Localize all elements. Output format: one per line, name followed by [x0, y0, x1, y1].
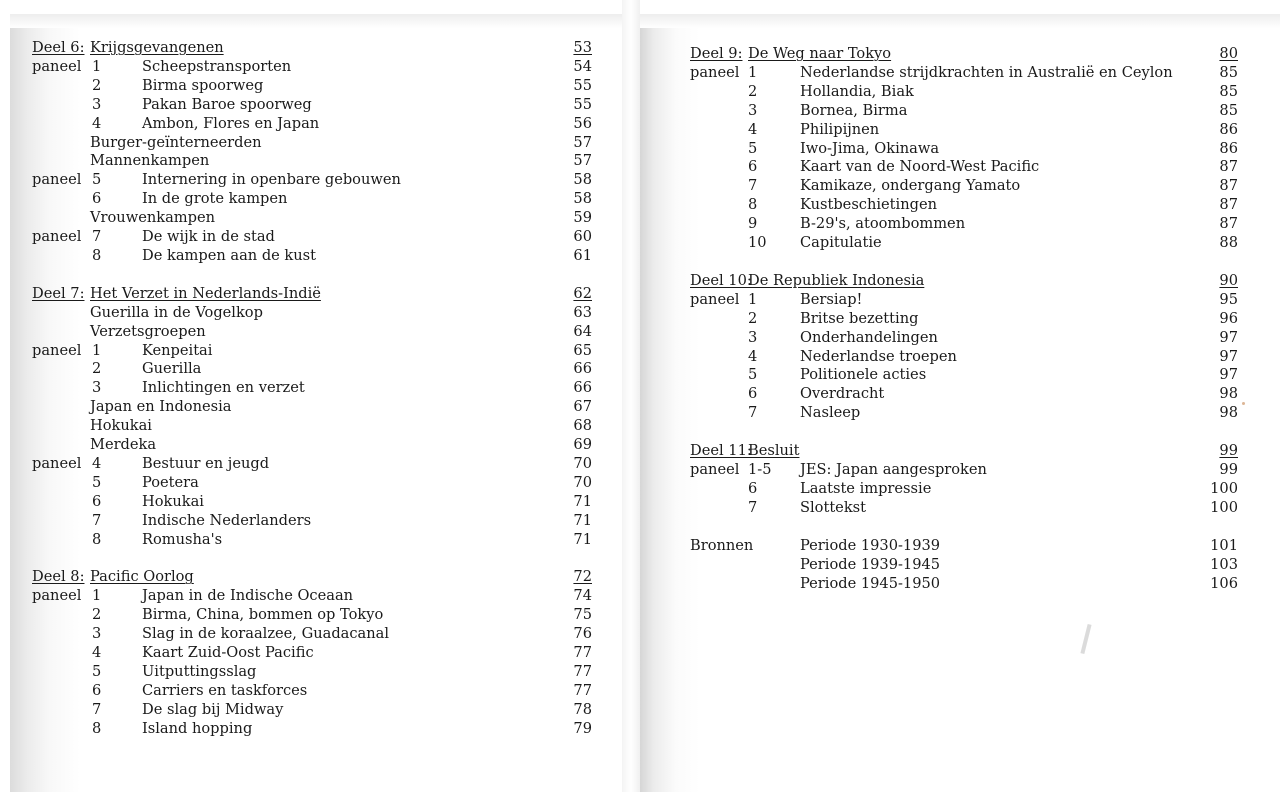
entry-title: Indische Nederlanders: [142, 511, 312, 529]
entry-title: Kustbeschietingen: [800, 196, 937, 214]
entry-number: 3: [748, 328, 758, 346]
entry-page-number: 61: [573, 246, 592, 264]
entry-title: Philipijnen: [800, 120, 880, 138]
section-heading[interactable]: [690, 44, 1240, 63]
entry-page-number: 74: [573, 587, 592, 605]
entry-number: 5: [92, 473, 102, 491]
entry-title: Bornea, Birma: [800, 101, 908, 119]
entry-number: 7: [92, 700, 102, 718]
entry-page-number: 96: [1219, 309, 1238, 327]
toc-entry[interactable]: [690, 384, 1240, 403]
entry-title: Politionele acties: [800, 366, 927, 384]
entry-title: Poetera: [142, 473, 199, 491]
toc-entry[interactable]: [32, 378, 592, 397]
entry-page-number: 95: [1219, 290, 1238, 308]
entry-number: 3: [92, 379, 102, 397]
entry-title: Japan in de Indische Oceaan: [142, 587, 354, 605]
section-heading[interactable]: [690, 271, 1240, 290]
entry-number: 2: [92, 606, 102, 624]
entry-title: Carriers en taskforces: [142, 681, 308, 699]
right-page: [640, 14, 1280, 792]
toc-entry[interactable]: [32, 530, 592, 549]
scan-speck: [1080, 624, 1091, 654]
entry-page-number: 78: [573, 700, 592, 718]
toc-entry[interactable]: [32, 95, 592, 114]
entry-title: Hollandia, Biak: [800, 82, 914, 100]
entry-page-number: 71: [573, 530, 592, 548]
entry-title: Pakan Baroe spoorweg: [142, 95, 312, 113]
book-gutter: [622, 0, 640, 792]
entry-page-number: 71: [573, 511, 592, 529]
entry-prefix: paneel: [32, 228, 82, 245]
entry-page-number: 98: [1219, 404, 1238, 422]
section-label: Deel 9:: [690, 45, 743, 62]
entry-title: Inlichtingen en verzet: [142, 379, 305, 397]
scan-top-edge: [10, 14, 622, 28]
entry-title: Nederlandse troepen: [800, 347, 957, 365]
entry-prefix: paneel: [690, 63, 740, 81]
entry-number: 10: [748, 234, 767, 251]
toc-entry[interactable]: [32, 170, 592, 189]
scan-top-edge: [640, 14, 1280, 28]
toc-entry[interactable]: [690, 157, 1240, 176]
toc-entry[interactable]: [690, 347, 1240, 366]
entry-page-number: 54: [573, 57, 592, 75]
entry-title: Kaart van de Noord-West Pacific: [800, 158, 1040, 176]
entry-title: Nederlandse strijdkrachten in Australië en Ceylon: [800, 63, 1173, 81]
toc-entry[interactable]: [32, 114, 592, 133]
entry-title: Kaart Zuid-Oost Pacific: [142, 644, 314, 661]
entry-number: 5: [748, 366, 758, 384]
section-title: Het Verzet in Nederlands-Indië: [90, 284, 321, 302]
entry-prefix: paneel: [32, 587, 82, 605]
entry-page-number: 98: [1219, 385, 1238, 403]
entry-page-number: 87: [1219, 177, 1238, 195]
toc-entry[interactable]: [32, 492, 592, 511]
entry-number: 4: [748, 347, 758, 365]
entry-title: Bestuur en jeugd: [142, 454, 270, 472]
toc-entry[interactable]: [32, 662, 592, 681]
toc-entry[interactable]: [32, 454, 592, 473]
entry-title: De slag bij Midway: [142, 700, 284, 718]
section-page-number: 53: [573, 39, 592, 56]
toc-entry[interactable]: [32, 643, 592, 662]
entry-page-number: 86: [1219, 120, 1238, 138]
entry-title: Internering in openbare gebouwen: [142, 171, 401, 189]
toc-entry[interactable]: [32, 341, 592, 360]
entry-title: Kenpeitai: [142, 341, 213, 359]
entry-number: 1: [92, 57, 102, 75]
entry-page-number: 76: [573, 625, 592, 643]
toc-entry[interactable]: [32, 605, 592, 624]
section-title: Besluit: [748, 442, 800, 460]
entry-number: 6: [92, 190, 102, 208]
entry-number: 7: [92, 228, 102, 245]
section-label: Deel 11:: [690, 442, 752, 460]
entry-number: 4: [748, 120, 758, 138]
toc-entry[interactable]: [32, 208, 592, 227]
section-heading[interactable]: [32, 567, 592, 586]
entry-page-number: 63: [573, 303, 592, 321]
entry-title: Uitputtingsslag: [142, 662, 257, 680]
entry-page-number: 101: [1210, 536, 1238, 554]
entry-title: Slag in de koraalzee, Guadacanal: [142, 625, 390, 643]
entry-page-number: 55: [573, 95, 592, 113]
entry-title: De wijk in de stad: [142, 228, 275, 245]
entry-page-number: 55: [573, 76, 592, 94]
entry-number: 1-5: [748, 461, 772, 478]
entry-page-number: 56: [573, 114, 592, 132]
toc-entry[interactable]: [32, 322, 592, 341]
toc-entry[interactable]: [690, 309, 1240, 328]
entry-title: In de grote kampen: [142, 190, 288, 208]
toc-entry[interactable]: [690, 328, 1240, 347]
entry-title: Bersiap!: [800, 290, 863, 308]
entry-page-number: 57: [573, 133, 592, 151]
entry-page-number: 60: [573, 228, 592, 245]
entry-title: Mannenkampen: [90, 152, 210, 170]
section-label: Deel 10:: [690, 271, 752, 289]
toc-entry[interactable]: [690, 460, 1240, 479]
entry-number: 4: [92, 454, 102, 472]
toc-entry[interactable]: [32, 76, 592, 95]
toc-entry[interactable]: [32, 359, 592, 378]
entry-title: Hokukai: [90, 417, 152, 435]
toc-entry[interactable]: [690, 63, 1240, 82]
entry-number: 3: [92, 95, 102, 113]
section-heading[interactable]: [690, 441, 1240, 460]
entry-page-number: 64: [573, 322, 592, 340]
toc-entry[interactable]: [32, 151, 592, 170]
entry-page-number: 87: [1219, 215, 1238, 233]
entry-page-number: 70: [573, 473, 592, 491]
toc-entry[interactable]: [690, 574, 1240, 593]
entry-number: 2: [92, 360, 102, 378]
section-label: Deel 8:: [32, 568, 85, 586]
toc-entry[interactable]: [690, 498, 1240, 517]
entry-title: Laatste impressie: [800, 479, 932, 497]
toc-entry[interactable]: [32, 473, 592, 492]
entry-page-number: 77: [573, 681, 592, 699]
entry-page-number: 97: [1219, 347, 1238, 365]
section-title: De Republiek Indonesia: [748, 271, 925, 289]
entry-title: Romusha's: [142, 530, 223, 548]
entry-prefix: Bronnen: [690, 536, 754, 554]
toc-entry[interactable]: [32, 133, 592, 152]
entry-title: Onderhandelingen: [800, 328, 938, 346]
entry-page-number: 69: [573, 436, 592, 453]
entry-title: Burger-geïnterneerden: [90, 133, 262, 151]
entry-page-number: 79: [573, 719, 592, 737]
toc-entry[interactable]: [690, 120, 1240, 139]
entry-page-number: 87: [1219, 196, 1238, 214]
entry-title: Guerilla: [142, 360, 202, 378]
entry-page-number: 85: [1219, 82, 1238, 100]
entry-number: 7: [92, 511, 102, 529]
entry-number: 5: [92, 662, 102, 680]
toc-entry[interactable]: [32, 227, 592, 246]
entry-page-number: 85: [1219, 101, 1238, 119]
entry-number: 8: [92, 530, 102, 548]
entry-number: 5: [748, 139, 758, 157]
left-page: [10, 14, 622, 792]
entry-number: 1: [748, 63, 758, 81]
entry-number: 8: [92, 719, 102, 737]
entry-page-number: 85: [1219, 63, 1238, 81]
entry-number: 6: [748, 158, 758, 176]
entry-number: 1: [92, 587, 102, 605]
section-label: Deel 7:: [32, 284, 85, 302]
entry-page-number: 88: [1219, 234, 1238, 251]
toc-entry[interactable]: [690, 233, 1240, 252]
toc-entry[interactable]: [690, 403, 1240, 422]
entry-page-number: 106: [1210, 574, 1238, 592]
entry-page-number: 58: [573, 190, 592, 208]
entry-prefix: paneel: [690, 290, 740, 308]
toc-entry[interactable]: [32, 416, 592, 435]
section-label: Deel 6:: [32, 39, 85, 56]
toc-entry[interactable]: [32, 586, 592, 605]
entry-title: Vrouwenkampen: [90, 209, 215, 227]
entry-page-number: 57: [573, 152, 592, 170]
entry-page-number: 70: [573, 454, 592, 472]
entry-prefix: paneel: [32, 454, 82, 472]
toc-entry[interactable]: [32, 397, 592, 416]
entry-number: 6: [92, 492, 102, 510]
entry-number: 3: [748, 101, 758, 119]
entry-title: Guerilla in de Vogelkop: [90, 303, 263, 321]
toc-entry[interactable]: [690, 290, 1240, 309]
entry-page-number: 71: [573, 492, 592, 510]
toc-entry[interactable]: [32, 700, 592, 719]
section-title: De Weg naar Tokyo: [748, 45, 892, 62]
section-title: Krijgsgevangenen: [90, 39, 224, 56]
section-heading[interactable]: [32, 38, 592, 57]
entry-title: Nasleep: [800, 404, 861, 422]
toc-entry[interactable]: [690, 101, 1240, 120]
entry-title: Periode 1945-1950: [800, 574, 941, 592]
entry-prefix: paneel: [32, 341, 82, 359]
section-title: Pacific Oorlog: [90, 568, 194, 586]
entry-page-number: 87: [1219, 158, 1238, 176]
entry-title: Scheepstransporten: [142, 57, 292, 75]
entry-number: 6: [748, 385, 758, 403]
entry-number: 8: [92, 246, 102, 264]
entry-title: Ambon, Flores en Japan: [142, 114, 320, 132]
toc-entry[interactable]: [32, 719, 592, 738]
toc-entry[interactable]: [690, 214, 1240, 233]
toc-entry[interactable]: [32, 303, 592, 322]
toc-entry[interactable]: [32, 435, 592, 454]
entry-page-number: 100: [1210, 498, 1238, 516]
entry-title: Overdracht: [800, 385, 885, 403]
entry-title: B-29's, atoombommen: [800, 215, 966, 233]
entry-number: 1: [748, 290, 758, 308]
toc-entry[interactable]: [32, 57, 592, 76]
entry-number: 4: [92, 114, 102, 132]
scan-speck: [1242, 402, 1245, 405]
entry-number: 7: [748, 177, 758, 195]
entry-page-number: 97: [1219, 366, 1238, 384]
entry-title: Merdeka: [90, 436, 157, 453]
entry-page-number: 75: [573, 606, 592, 624]
toc-entry[interactable]: [32, 681, 592, 700]
entry-page-number: 68: [573, 417, 592, 435]
entry-page-number: 97: [1219, 328, 1238, 346]
section-page-number: 99: [1219, 442, 1238, 460]
toc-entry[interactable]: [32, 246, 592, 265]
section-page-number: 72: [573, 568, 592, 586]
entry-page-number: 66: [573, 379, 592, 397]
entry-number: 2: [748, 309, 758, 327]
toc-entry[interactable]: [32, 189, 592, 208]
entry-title: Verzetsgroepen: [90, 322, 206, 340]
toc-entry[interactable]: [690, 82, 1240, 101]
entry-title: Kamikaze, ondergang Yamato: [800, 177, 1021, 195]
entry-title: Slottekst: [800, 498, 867, 516]
entry-number: 5: [92, 171, 102, 189]
entry-title: Britse bezetting: [800, 309, 919, 327]
toc-entry[interactable]: [32, 624, 592, 643]
entry-number: 7: [748, 404, 758, 422]
entry-page-number: 103: [1210, 555, 1238, 573]
entry-prefix: paneel: [690, 461, 740, 478]
entry-page-number: 77: [573, 644, 592, 661]
toc-entry[interactable]: [690, 176, 1240, 195]
toc-entry[interactable]: [690, 139, 1240, 158]
entry-page-number: 86: [1219, 139, 1238, 157]
entry-number: 3: [92, 625, 102, 643]
entry-number: 4: [92, 644, 102, 661]
toc-entry[interactable]: [690, 195, 1240, 214]
entry-title: Iwo-Jima, Okinawa: [800, 139, 940, 157]
entry-page-number: 99: [1219, 461, 1238, 478]
entry-page-number: 67: [573, 398, 592, 416]
entry-page-number: 59: [573, 209, 592, 227]
entry-title: Japan en Indonesia: [90, 398, 232, 416]
entry-title: Hokukai: [142, 492, 204, 510]
entry-title: Capitulatie: [800, 234, 882, 251]
entry-title: Periode 1939-1945: [800, 555, 941, 573]
toc-entry[interactable]: [690, 365, 1240, 384]
entry-title: Periode 1930-1939: [800, 536, 941, 554]
entry-prefix: paneel: [32, 171, 82, 189]
section-page-number: 90: [1219, 271, 1238, 289]
entry-number: 9: [748, 215, 758, 233]
section-heading[interactable]: [32, 284, 592, 303]
entry-number: 6: [92, 681, 102, 699]
section-page-number: 62: [573, 284, 592, 302]
entry-title: Birma, China, bommen op Tokyo: [142, 606, 384, 624]
entry-title: De kampen aan de kust: [142, 246, 317, 264]
entry-page-number: 65: [573, 341, 592, 359]
entry-title: Birma spoorweg: [142, 76, 264, 94]
toc-entry[interactable]: [690, 555, 1240, 574]
toc-entry[interactable]: [690, 536, 1240, 555]
entry-number: 2: [92, 76, 102, 94]
entry-prefix: paneel: [32, 57, 82, 75]
entry-page-number: 77: [573, 662, 592, 680]
toc-entry[interactable]: [32, 511, 592, 530]
toc-entry[interactable]: [690, 479, 1240, 498]
entry-number: 1: [92, 341, 102, 359]
section-page-number: 80: [1219, 45, 1238, 62]
entry-page-number: 66: [573, 360, 592, 378]
entry-page-number: 58: [573, 171, 592, 189]
entry-number: 6: [748, 479, 758, 497]
entry-number: 8: [748, 196, 758, 214]
entry-page-number: 100: [1210, 479, 1238, 497]
entry-number: 2: [748, 82, 758, 100]
entry-title: JES: Japan aangesproken: [800, 461, 987, 478]
entry-number: 7: [748, 498, 758, 516]
entry-title: Island hopping: [142, 719, 253, 737]
